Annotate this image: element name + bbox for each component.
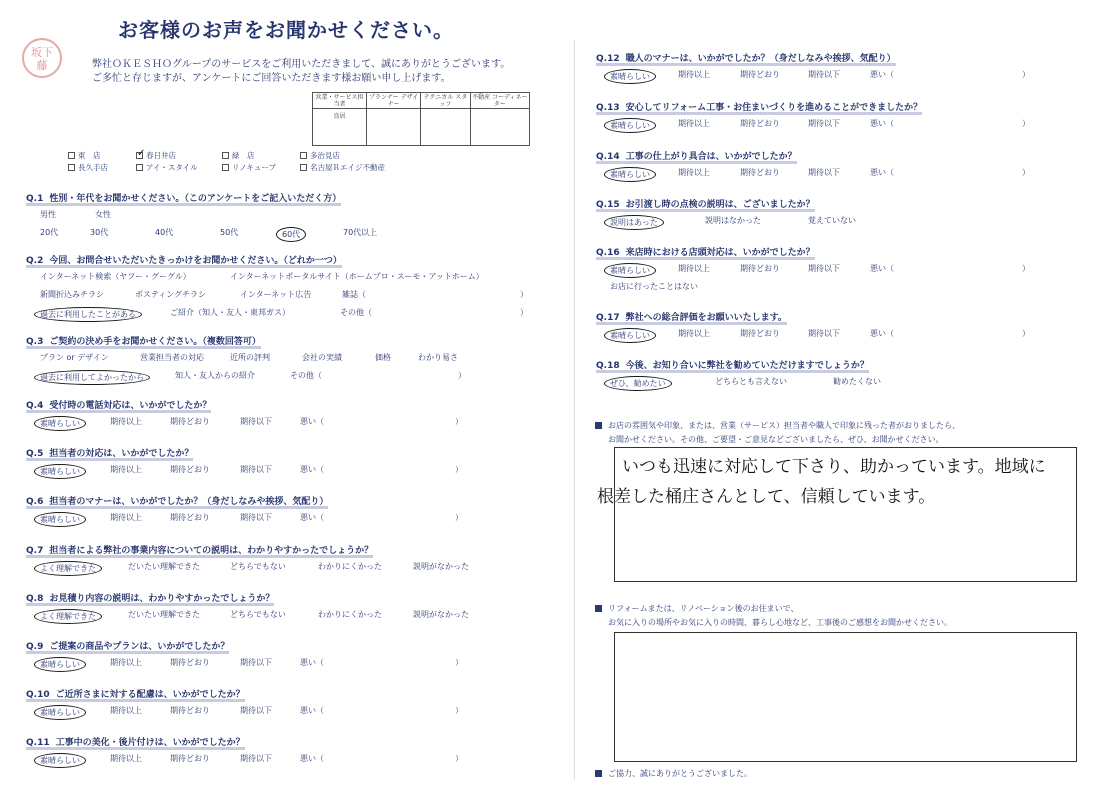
question-heading [26, 735, 245, 748]
question-heading [596, 245, 815, 258]
staff-cell [470, 109, 529, 146]
question-text: お引渡し時の点検の説明は、ございましたか？ [625, 200, 815, 210]
checkbox[interactable] [222, 164, 229, 171]
answer-option[interactable]: 期待どおり [740, 119, 780, 128]
question-text: 性別・年代をお聞かせください。（このアンケートをご記入いただく方） [49, 194, 342, 204]
question-heading [26, 591, 274, 604]
answer-option[interactable]: 期待以下 [240, 465, 272, 474]
question-heading [596, 149, 797, 162]
question-text: 安心してリフォーム工事・お住まいづくりを進めることができましたか？ [625, 103, 923, 113]
comment2-prompt-line-2: お気に入りの場所やお気に入りの時間、暮らし心地など、工事後のご感想をお聞かせください。 [608, 618, 952, 627]
answer-option[interactable]: 期待どおり [740, 329, 780, 338]
answer-option[interactable]: インターネット検索（ヤフー・グーグル） [40, 272, 191, 281]
answer-option[interactable]: ご紹介（知人・友人・東邦ガス） [170, 308, 290, 317]
comment2-prompt-line-1: リフォームまたは、リノベーション後のお住まいで、 [595, 603, 798, 614]
answer-option[interactable]: わかりにくかった [318, 610, 382, 619]
answer-option[interactable]: 期待以上 [678, 70, 710, 79]
question-heading [26, 191, 341, 204]
question-number: Q.9 [26, 642, 44, 652]
answer-option[interactable]: 期待どおり [740, 168, 780, 177]
selected-answer-option[interactable]: 素晴らしい [604, 167, 656, 182]
question-number: Q.13 [596, 103, 620, 113]
store-option[interactable]: 緑 店 [222, 150, 255, 161]
option-close-paren: ） [455, 465, 463, 474]
selected-answer-option[interactable]: よく理解できた [34, 561, 102, 576]
question-text: 来店時における店頭対応は、いかがでしたか？ [625, 248, 815, 258]
store-option[interactable]: ✓ 春日井店 [136, 150, 176, 161]
selected-answer-option[interactable]: 素晴らしい [34, 753, 86, 768]
question-heading [26, 334, 261, 347]
comment1-line-2: 根差した桶庄さんとして、信頼しています。 [597, 487, 936, 507]
question-text: ご契約の決め手をお聞かせください。（複数回答可） [49, 337, 261, 347]
question-heading [26, 687, 245, 700]
answer-option[interactable]: 期待以上 [678, 119, 710, 128]
option-close-paren: ） [1022, 70, 1030, 79]
bullet-icon [595, 605, 602, 612]
answer-option[interactable]: 期待以下 [240, 754, 272, 763]
comment1-prompt-line-1: お店の雰囲気や印象、または、営業（サービス）担当者や職人で印象に残った者がおりましたら、 [595, 420, 960, 431]
answer-option[interactable]: 悪い（ [870, 264, 894, 273]
question-number: Q.14 [596, 152, 620, 162]
selected-answer-option[interactable]: 素晴らしい [34, 705, 86, 720]
option-close-paren: ） [520, 290, 528, 299]
staff-cell [421, 109, 470, 146]
answer-option[interactable]: その他（ [290, 371, 322, 380]
store-option[interactable]: 東 店 [68, 150, 101, 161]
question-text: ご提案の商品やプランは、いかがでしたか？ [49, 642, 230, 652]
answer-option[interactable]: 男性 [40, 210, 56, 219]
store-option[interactable]: リノキューブ [222, 162, 276, 173]
answer-option[interactable]: 期待以下 [240, 658, 272, 667]
question-text: 担当者のマナーは、いかがでしたか？（身だしなみや挨拶、気配り） [49, 497, 329, 507]
answer-option[interactable]: 期待どおり [170, 417, 210, 426]
answer-option[interactable]: 雑誌（ [342, 290, 366, 299]
selected-answer-option[interactable]: 素晴らしい [604, 69, 656, 84]
answer-option[interactable]: 期待どおり [170, 658, 210, 667]
answer-option[interactable]: 30代 [90, 228, 109, 237]
answer-option[interactable]: 営業担当者の対応 [140, 353, 204, 362]
intro-line-2: ご多忙と存じますが、アンケートにご回答いただきます様お願い申し上げます。 [92, 73, 451, 84]
answer-option[interactable]: 期待以下 [240, 513, 272, 522]
option-close-paren: ） [455, 706, 463, 715]
answer-option[interactable]: プラン or デザイン [40, 353, 109, 362]
question-text: 今後、お知り合いに弊社を勧めていただけますでしょうか？ [625, 361, 869, 371]
bullet-icon [595, 422, 602, 429]
question-number: Q.3 [26, 337, 44, 347]
comment2-box[interactable] [614, 632, 1077, 762]
question-text: 弊社への総合評価をお願いいたします。 [625, 313, 787, 323]
answer-option[interactable]: 説明はなかった [705, 216, 761, 225]
question-number: Q.6 [26, 497, 44, 507]
answer-option[interactable]: 期待どおり [170, 754, 210, 763]
answer-option[interactable]: どちらでもない [230, 562, 286, 571]
answer-option[interactable]: 悪い（ [870, 70, 894, 79]
answer-option[interactable]: 覚えていない [808, 216, 856, 225]
question-number: Q.11 [26, 738, 50, 748]
answer-option[interactable]: 悪い（ [300, 417, 324, 426]
checkbox[interactable] [300, 152, 307, 159]
comment1-prompt-line-2: お聞かせください。その他、ご要望・ご意見などございましたら、ぜひ、お聞かせください。 [608, 435, 944, 444]
answer-option[interactable]: わかり易さ [418, 353, 458, 362]
question-heading [26, 253, 342, 266]
answer-option[interactable]: 期待以下 [240, 706, 272, 715]
answer-option[interactable]: 期待以下 [808, 119, 840, 128]
answer-option[interactable]: 期待以下 [808, 329, 840, 338]
store-option[interactable]: アイ・スタイル [136, 162, 198, 173]
option-close-paren: ） [455, 754, 463, 763]
answer-option[interactable]: 価格 [375, 353, 391, 362]
answer-option[interactable]: インターネットポータルサイト（ホームプロ・スーモ・アットホーム） [230, 272, 484, 281]
answer-option[interactable]: どちらとも言えない [715, 377, 787, 386]
answer-option[interactable]: わかりにくかった [318, 562, 382, 571]
question-heading [26, 494, 328, 507]
answer-option[interactable]: 勧めたくない [833, 377, 881, 386]
staff-header: プランナー デザイナー [366, 93, 420, 109]
question-text: 工事の仕上がり具合は、いかがでしたか？ [625, 152, 797, 162]
answer-option[interactable]: 悪い（ [300, 706, 324, 715]
question-text: 受付時の電話対応は、いかがでしたか？ [49, 401, 212, 411]
staff-header: 不動産 コーディネーター [472, 94, 528, 108]
answer-option[interactable]: 新聞折込みチラシ [40, 290, 104, 299]
answer-option[interactable]: その他（ [340, 308, 372, 317]
selected-answer-option[interactable]: 素晴らしい [604, 328, 656, 343]
checkbox[interactable] [68, 152, 75, 159]
selected-answer-option[interactable]: 60代 [276, 227, 306, 242]
selected-answer-option[interactable]: 素晴らしい [34, 416, 86, 431]
question-number: Q.10 [26, 690, 50, 700]
intro-line-1: 弊社ＯＫＥＳＨＯグループのサービスをご利用いただきまして、誠にありがとうございます。 [92, 59, 511, 70]
question-text: 担当者による弊社の事業内容についての説明は、わかりやすかったでしょうか？ [49, 546, 374, 556]
question-text: ご近所さまに対する配慮は、いかがでしたか？ [55, 690, 245, 700]
answer-option[interactable]: お店に行ったことはない [610, 282, 698, 291]
question-number: Q.17 [596, 313, 620, 323]
answer-option[interactable]: 説明がなかった [413, 610, 469, 619]
store-option[interactable]: 長久手店 [68, 162, 108, 173]
answer-option[interactable]: 期待以上 [678, 264, 710, 273]
checkbox[interactable] [68, 164, 75, 171]
answer-option[interactable]: 50代 [220, 228, 239, 237]
question-number: Q.7 [26, 546, 44, 556]
question-number: Q.5 [26, 449, 44, 459]
answer-option[interactable]: 40代 [155, 228, 174, 237]
question-text: 職人のマナーは、いかがでしたか？（身だしなみや挨拶、気配り） [625, 54, 896, 64]
checkbox[interactable] [136, 152, 143, 159]
selected-answer-option[interactable]: 素晴らしい [34, 512, 86, 527]
answer-option[interactable]: 期待以下 [808, 70, 840, 79]
question-heading [26, 543, 373, 556]
option-close-paren: ） [455, 658, 463, 667]
comment1-line-1: いつも迅速に対応して下さり、助かっています。地域に [622, 457, 1046, 477]
question-heading [26, 446, 193, 459]
question-number: Q.15 [596, 200, 620, 210]
option-close-paren: ） [520, 308, 528, 317]
question-number: Q.4 [26, 401, 44, 411]
store-option[interactable]: 多治見店 [300, 150, 340, 161]
answer-option[interactable]: 悪い（ [300, 513, 324, 522]
checkbox[interactable] [300, 164, 307, 171]
answer-option[interactable]: 説明がなかった [413, 562, 469, 571]
question-text: 今回、お問合せいただいたきっかけをお聞かせください。（どれか一つ） [49, 256, 342, 266]
bullet-icon [595, 770, 602, 777]
answer-option[interactable]: だいたい理解できた [128, 562, 200, 571]
question-heading [596, 358, 869, 371]
option-close-paren: ） [455, 417, 463, 426]
answer-option[interactable]: 知人・友人からの紹介 [175, 371, 255, 380]
question-number: Q.16 [596, 248, 620, 258]
answer-option[interactable]: 悪い（ [870, 329, 894, 338]
answer-option[interactable]: 期待どおり [740, 70, 780, 79]
staff-header: テクニカル スタッフ [421, 93, 470, 109]
answer-option[interactable]: 会社の実績 [302, 353, 342, 362]
selected-answer-option[interactable]: よく理解できた [34, 609, 102, 624]
selected-answer-option[interactable]: 説明はあった [604, 215, 664, 230]
answer-option[interactable]: 70代以上 [343, 228, 378, 237]
answer-option[interactable]: インターネット広告 [240, 290, 312, 299]
option-close-paren: ） [1022, 264, 1030, 273]
question-text: 担当者の対応は、いかがでしたか？ [49, 449, 194, 459]
option-close-paren: ） [1022, 119, 1030, 128]
answer-option[interactable]: 悪い（ [300, 465, 324, 474]
column-divider [574, 40, 575, 780]
question-heading [596, 197, 815, 210]
answer-option[interactable]: 20代 [40, 228, 59, 237]
answer-option[interactable]: 悪い（ [870, 168, 894, 177]
checkbox[interactable] [222, 152, 229, 159]
selected-answer-option[interactable]: 素晴らしい [34, 657, 86, 672]
answer-option[interactable]: 期待以下 [808, 168, 840, 177]
answer-option[interactable]: 期待以上 [110, 513, 142, 522]
answer-option[interactable]: 悪い（ [300, 754, 324, 763]
selected-answer-option[interactable]: 素晴らしい [604, 118, 656, 133]
answer-option[interactable]: 期待以上 [110, 706, 142, 715]
question-text: 工事中の美化・後片付けは、いかがでしたか？ [55, 738, 245, 748]
option-close-paren: ） [1022, 329, 1030, 338]
answer-option[interactable]: 期待どおり [170, 706, 210, 715]
question-heading [26, 639, 229, 652]
selected-answer-option[interactable]: 過去に利用してよかったから [34, 370, 150, 385]
answer-option[interactable]: 期待以下 [240, 417, 272, 426]
question-number: Q.18 [596, 361, 620, 371]
staff-cell [366, 109, 420, 146]
closing-line: ご協力、誠にありがとうございました。 [595, 768, 752, 779]
question-text: お見積り内容の説明は、わかりやすかったでしょうか？ [49, 594, 275, 604]
answer-option[interactable]: 悪い（ [870, 119, 894, 128]
staff-header: 営業・サービス担当者 [313, 93, 367, 109]
selected-answer-option[interactable]: 素晴らしい [34, 464, 86, 479]
checkbox[interactable] [136, 164, 143, 171]
staff-signature: 鳥居 [313, 109, 367, 146]
answer-option[interactable]: 期待以上 [678, 329, 710, 338]
answer-option[interactable]: 期待どおり [170, 513, 210, 522]
answer-option[interactable]: 期待以上 [110, 465, 142, 474]
answer-option[interactable]: 近所の評判 [230, 353, 270, 362]
answer-option[interactable]: だいたい理解できた [128, 610, 200, 619]
question-heading [596, 310, 787, 323]
answer-option[interactable]: 期待以下 [808, 264, 840, 273]
question-number: Q.1 [26, 194, 44, 204]
option-close-paren: ） [1022, 168, 1030, 177]
answer-option[interactable]: どちらでもない [230, 610, 286, 619]
question-heading [596, 51, 896, 64]
selected-answer-option[interactable]: 過去に利用したことがある [34, 307, 142, 322]
question-heading [26, 398, 211, 411]
answer-option[interactable]: 期待以上 [678, 168, 710, 177]
staff-table [312, 92, 530, 146]
answer-option[interactable]: 女性 [95, 210, 111, 219]
question-heading [596, 100, 922, 113]
answer-option[interactable]: 期待どおり [740, 264, 780, 273]
answer-option[interactable]: 期待以上 [110, 754, 142, 763]
answer-option[interactable]: 期待以上 [110, 658, 142, 667]
answer-option[interactable]: ポスティングチラシ [135, 290, 207, 299]
answer-option[interactable]: 期待以上 [110, 417, 142, 426]
store-option[interactable]: 名古屋Ｒエイジ不動産 [300, 162, 385, 173]
question-number: Q.8 [26, 594, 44, 604]
page-title: お客様のお声をお聞かせください。 [118, 18, 454, 42]
seal-stamp: 坂下 藤 [22, 38, 62, 78]
option-close-paren: ） [458, 371, 466, 380]
selected-answer-option[interactable]: 素晴らしい [604, 263, 656, 278]
answer-option[interactable]: 期待どおり [170, 465, 210, 474]
selected-answer-option[interactable]: ぜひ、勧めたい [604, 376, 672, 391]
option-close-paren: ） [455, 513, 463, 522]
question-number: Q.12 [596, 54, 620, 64]
question-number: Q.2 [26, 256, 44, 266]
answer-option[interactable]: 悪い（ [300, 658, 324, 667]
